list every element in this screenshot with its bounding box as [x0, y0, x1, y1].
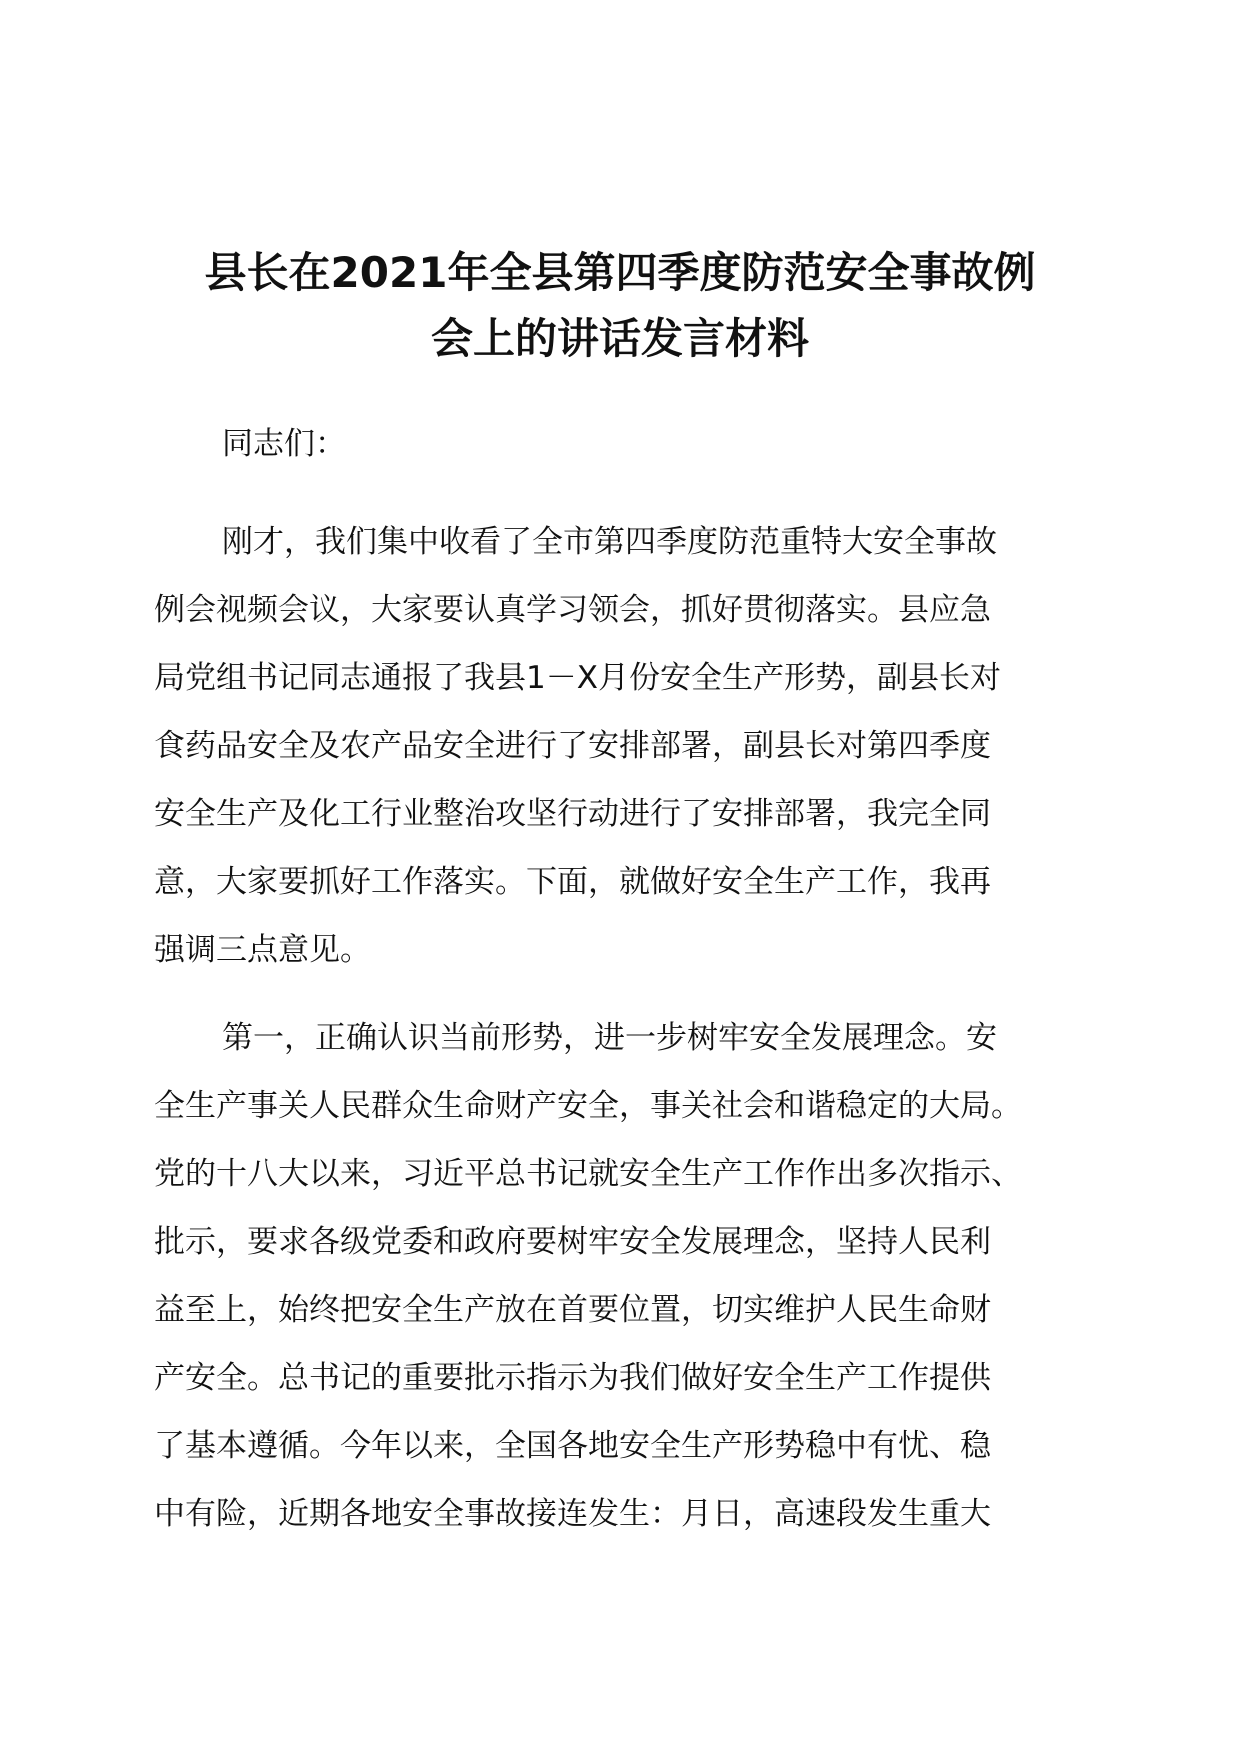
- paragraph-line: 安全生产及化工行业整治攻坚行动进行了安排部署，我完全同: [154, 796, 991, 832]
- paragraph-first-point: [154, 1004, 1094, 1548]
- paragraph-opening: [154, 508, 1094, 984]
- title-line: 会上的讲话发言材料: [430, 314, 809, 363]
- paragraph-line: 党的十八大以来，习近平总书记就安全生产工作作出多次指示、: [154, 1156, 1022, 1192]
- paragraph-line: 益至上，始终把安全生产放在首要位置，切实维护人民生命财: [154, 1292, 991, 1328]
- paragraph-line: 局党组书记同志通报了我县1－X月份安全生产形势，副县长对: [154, 660, 1001, 696]
- paragraph-line: 例会视频会议，大家要认真学习领会，抓好贯彻落实。县应急: [154, 592, 991, 628]
- paragraph-line: 了基本遵循。今年以来，全国各地安全生产形势稳中有忧、稳: [154, 1428, 991, 1464]
- paragraph-line: 全生产事关人民群众生命财产安全，事关社会和谐稳定的大局。: [154, 1088, 1022, 1124]
- paragraph-line: 强调三点意见。: [154, 932, 371, 968]
- document-title: [150, 240, 1090, 372]
- salutation: 同志们：: [222, 426, 346, 462]
- paragraph-line: 意，大家要抓好工作落实。下面，就做好安全生产工作，我再: [154, 864, 991, 900]
- paragraph-line: 中有险，近期各地安全事故接连发生：月日，高速段发生重大: [154, 1496, 991, 1532]
- paragraph-line: 刚才，我们集中收看了全市第四季度防范重特大安全事故: [222, 524, 997, 560]
- paragraph-line: 第一，正确认识当前形势，进一步树牢安全发展理念。安: [222, 1020, 997, 1056]
- paragraph-line: 产安全。总书记的重要批示指示为我们做好安全生产工作提供: [154, 1360, 991, 1396]
- title-line: 县长在2021年全县第四季度防范安全事故例: [204, 248, 1036, 297]
- paragraph-line: 批示，要求各级党委和政府要树牢安全发展理念，坚持人民利: [154, 1224, 991, 1260]
- paragraph-line: 食药品安全及农产品安全进行了安排部署，副县长对第四季度: [154, 728, 991, 764]
